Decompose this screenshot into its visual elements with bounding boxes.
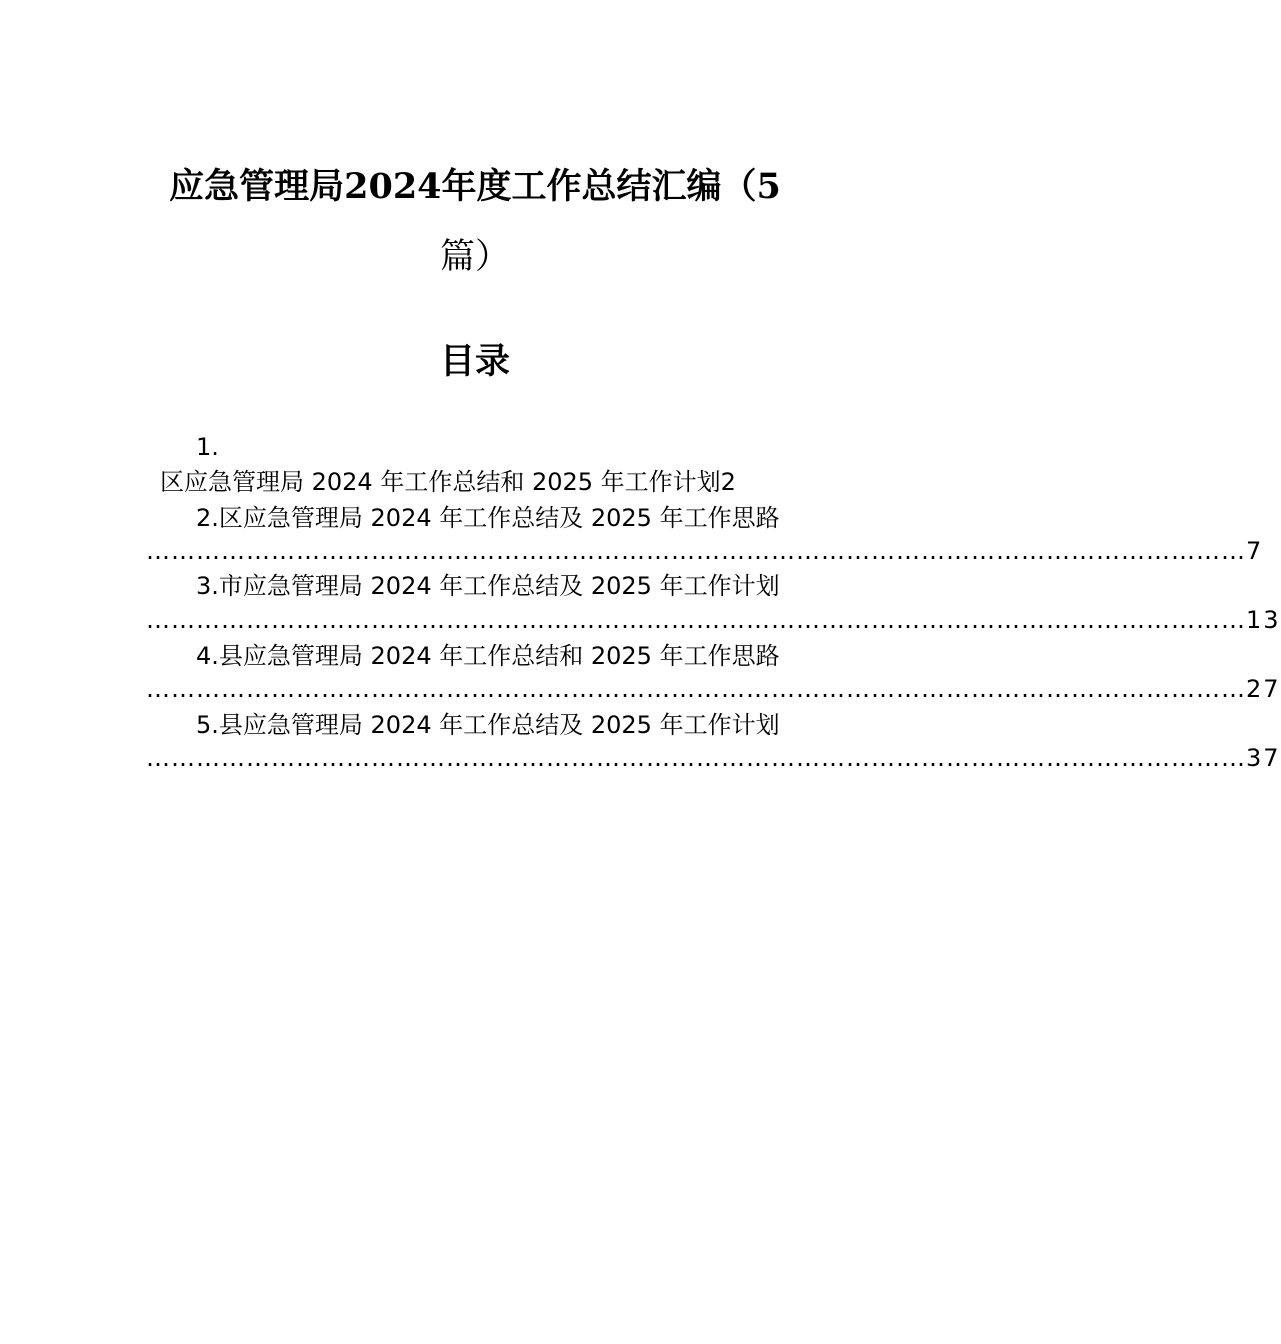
toc-entry-2-page: 7 [1246,537,1264,565]
title-prefix: 应急管理局 [169,167,345,207]
document-title-line2: 篇） [439,237,510,277]
toc-entry-3[interactable]: 3.市应急管理局 2024 年工作总结及 2025 年工作计划 [196,572,780,600]
toc-entry-3-leader[interactable] [146,604,1281,636]
dot-leader: …………………………………………………………………………………………………………………… [146,606,1246,634]
toc-entry-1-page: 2 [720,468,736,496]
toc-entry-2[interactable]: 2.区应急管理局 2024 年工作总结及 2025 年工作思路 [196,504,780,532]
toc-entry-4-page: 27 [1246,675,1281,703]
dot-leader: …………………………………………………………………………………………………………………… [146,744,1246,772]
toc-entry-1-text: 区应急管理局 2024 年工作总结和 2025 年工作计划 [160,468,721,496]
toc-entry-1-number[interactable]: 1. [196,433,219,461]
toc-entry-1[interactable] [160,466,736,498]
toc-entry-5[interactable]: 5.县应急管理局 2024 年工作总结及 2025 年工作计划 [196,711,780,739]
title-middle: 年度工作总结汇编（ [441,167,757,207]
toc-entry-5-page: 37 [1246,744,1281,772]
document-title [150,167,800,207]
title-year: 2024 [344,166,442,207]
dot-leader: …………………………………………………………………………………………………………………… [146,537,1246,565]
dot-leader: …………………………………………………………………………………………………………………… [146,675,1246,703]
toc-entry-5-leader[interactable] [146,742,1281,774]
toc-heading: 目录 [439,342,510,382]
toc-entry-3-page: 13 [1246,606,1281,634]
toc-entry-2-leader[interactable] [146,535,1264,567]
toc-entry-4[interactable]: 4.县应急管理局 2024 年工作总结和 2025 年工作思路 [196,642,780,670]
toc-entry-4-leader[interactable] [146,673,1281,705]
title-count: 5 [756,166,781,207]
